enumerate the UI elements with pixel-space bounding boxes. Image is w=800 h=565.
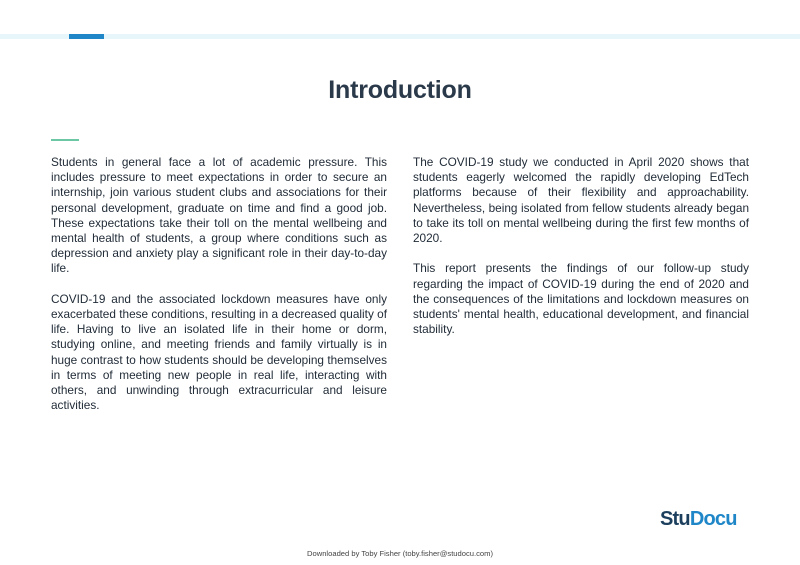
logo-text-docu: Docu bbox=[689, 508, 737, 530]
studocu-logo[interactable] bbox=[660, 508, 737, 531]
paragraph: COVID-19 and the associated lockdown measures have only exacerbated these conditions, resulting in a decreased quality of life. Having to live an isolated life in their home or dorm, studying online, and meeting friends and family virtually is in huge contrast to how students should be developing themselves in terms of meeting new people in real life, interacting with others, and unwinding through extracurricular and leisure activities. bbox=[51, 291, 387, 413]
paragraph: Students in general face a lot of academic pressure. This includes pressure to meet expectations in order to secure an internship, join various student clubs and associations for their personal development, graduate on time and find a good job. These expectations take their toll on the mental wellbeing and mental health of students, a group where conditions such as depression and anxiety play a significant role in their day-to-day life. bbox=[51, 155, 387, 276]
right-column bbox=[413, 155, 749, 353]
top-accent-bar bbox=[69, 34, 104, 39]
paragraph: This report presents the findings of our follow-up study regarding the impact of COVID-19 during the end of 2020 and the consequences of the limitations and lockdown measures on students' mental health, educational development, and financial stability. bbox=[413, 261, 749, 337]
left-column bbox=[51, 155, 387, 429]
download-footer: Downloaded by Toby Fisher (toby.fisher@studocu.com) bbox=[307, 549, 493, 558]
top-band bbox=[0, 34, 800, 39]
section-divider bbox=[51, 139, 79, 141]
logo-text-stu: Stu bbox=[660, 508, 690, 530]
page-title: Introduction bbox=[328, 76, 472, 104]
paragraph: The COVID-19 study we conducted in April 2020 shows that students eagerly welcomed the rapidly developing EdTech platforms because of their flexibility and approachability. Nevertheless, being isolated from fellow students already began to take its toll on mental wellbeing during the first few months of 2020. bbox=[413, 155, 749, 246]
